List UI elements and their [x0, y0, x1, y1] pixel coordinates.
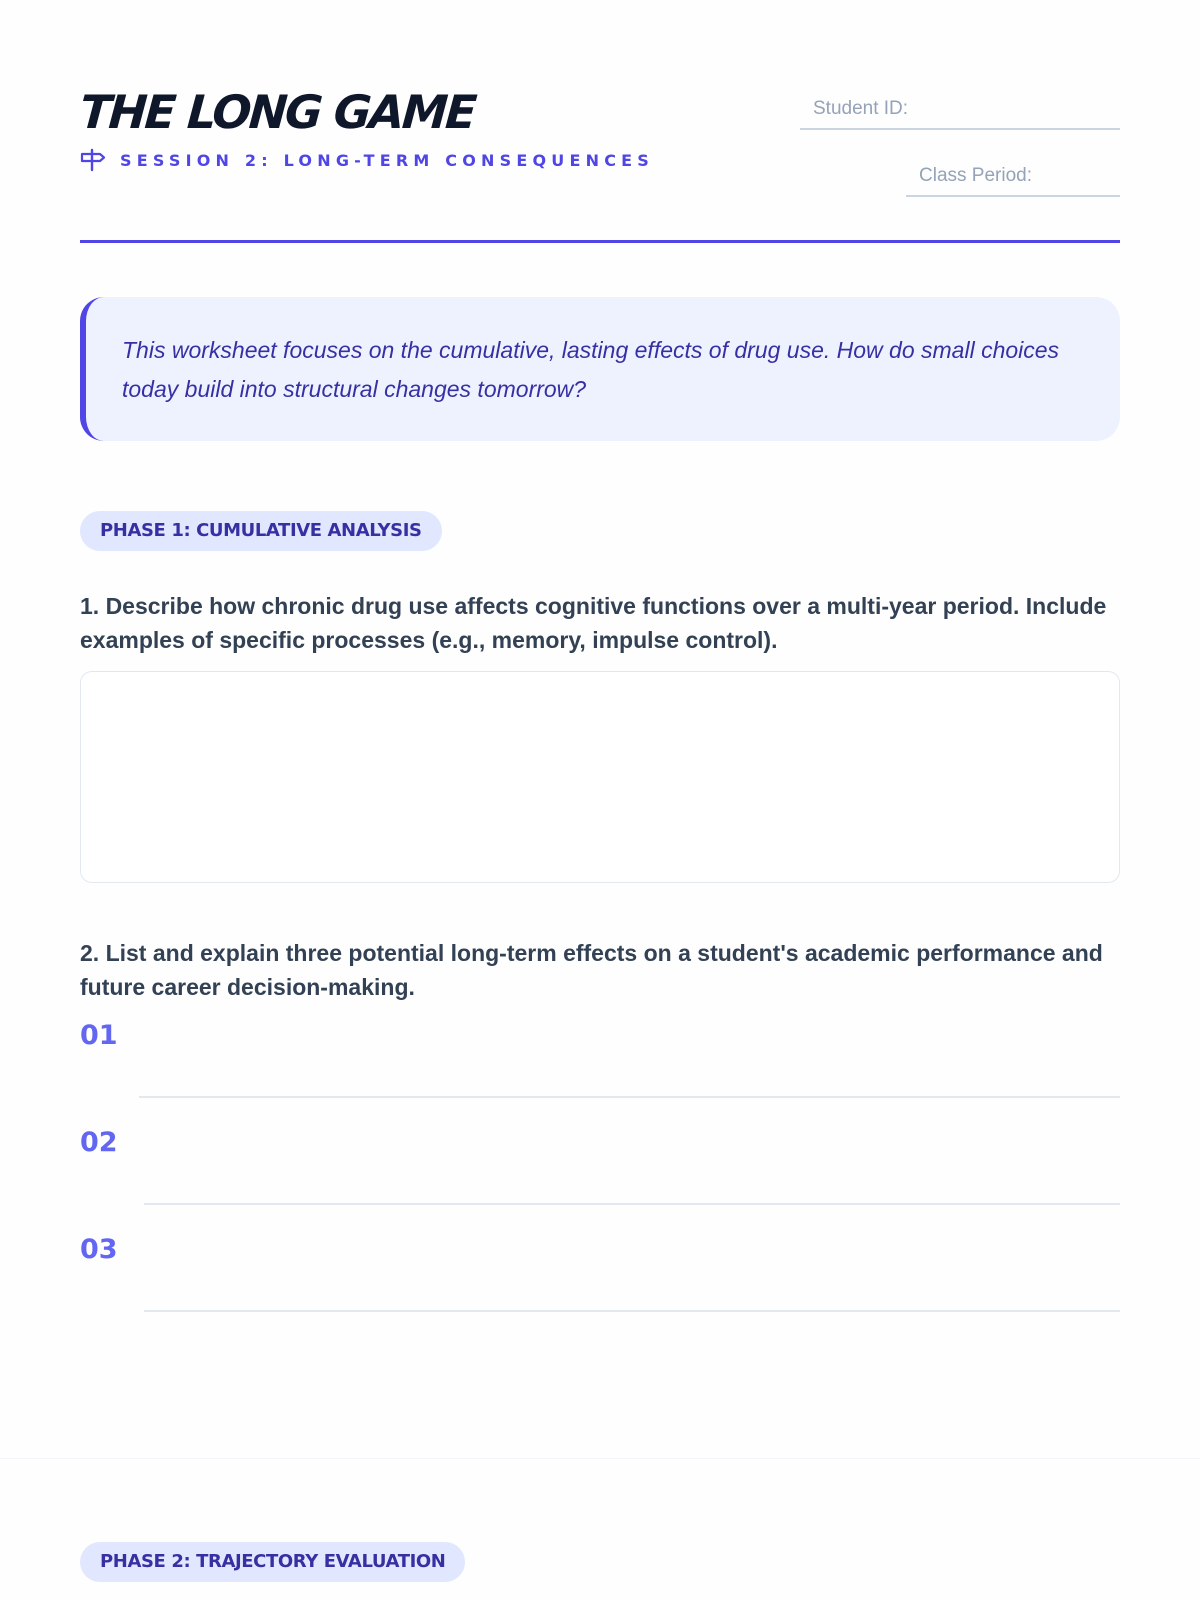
worksheet-title: THE LONG GAME: [78, 85, 477, 139]
intro-callout: [80, 297, 1120, 441]
answer-item-number: 01: [80, 1020, 118, 1051]
question-1: 1. Describe how chronic drug use affects cognitive functions over a multi-year period. Include examples of specific processes (e.g., memory, impulse control).: [80, 593, 1107, 653]
phase-2-badge: PHASE 2: TRAJECTORY EVALUATION: [80, 1542, 465, 1582]
answer-line-2[interactable]: [144, 1203, 1120, 1205]
session-subtitle: [80, 148, 654, 172]
phase-1-badge: PHASE 1: CUMULATIVE ANALYSIS: [80, 511, 442, 551]
student-id-field[interactable]: [800, 98, 1120, 130]
section-divider: [0, 1458, 1200, 1459]
answer-line-3[interactable]: [144, 1310, 1120, 1312]
intro-text: This worksheet focuses on the cumulative, lasting effects of drug use. How do small choices today build into structural changes tomorrow?: [122, 337, 1060, 402]
class-period-field[interactable]: [906, 165, 1120, 197]
signpost-icon: [80, 148, 106, 172]
answer-item-number: 03: [80, 1234, 118, 1265]
answer-line-1[interactable]: [139, 1096, 1120, 1098]
class-period-label: Class Period:: [919, 165, 1032, 186]
answer-item-number: 02: [80, 1127, 118, 1158]
session-subtitle-text: SESSION 2: LONG-TERM CONSEQUENCES: [120, 150, 654, 170]
header-divider: [80, 240, 1120, 243]
question-1-answer-box[interactable]: [80, 671, 1120, 883]
student-id-label: Student ID:: [813, 98, 909, 119]
question-2: 2. List and explain three potential long-term effects on a student's academic performance and future career decision-making.: [80, 940, 1103, 1000]
